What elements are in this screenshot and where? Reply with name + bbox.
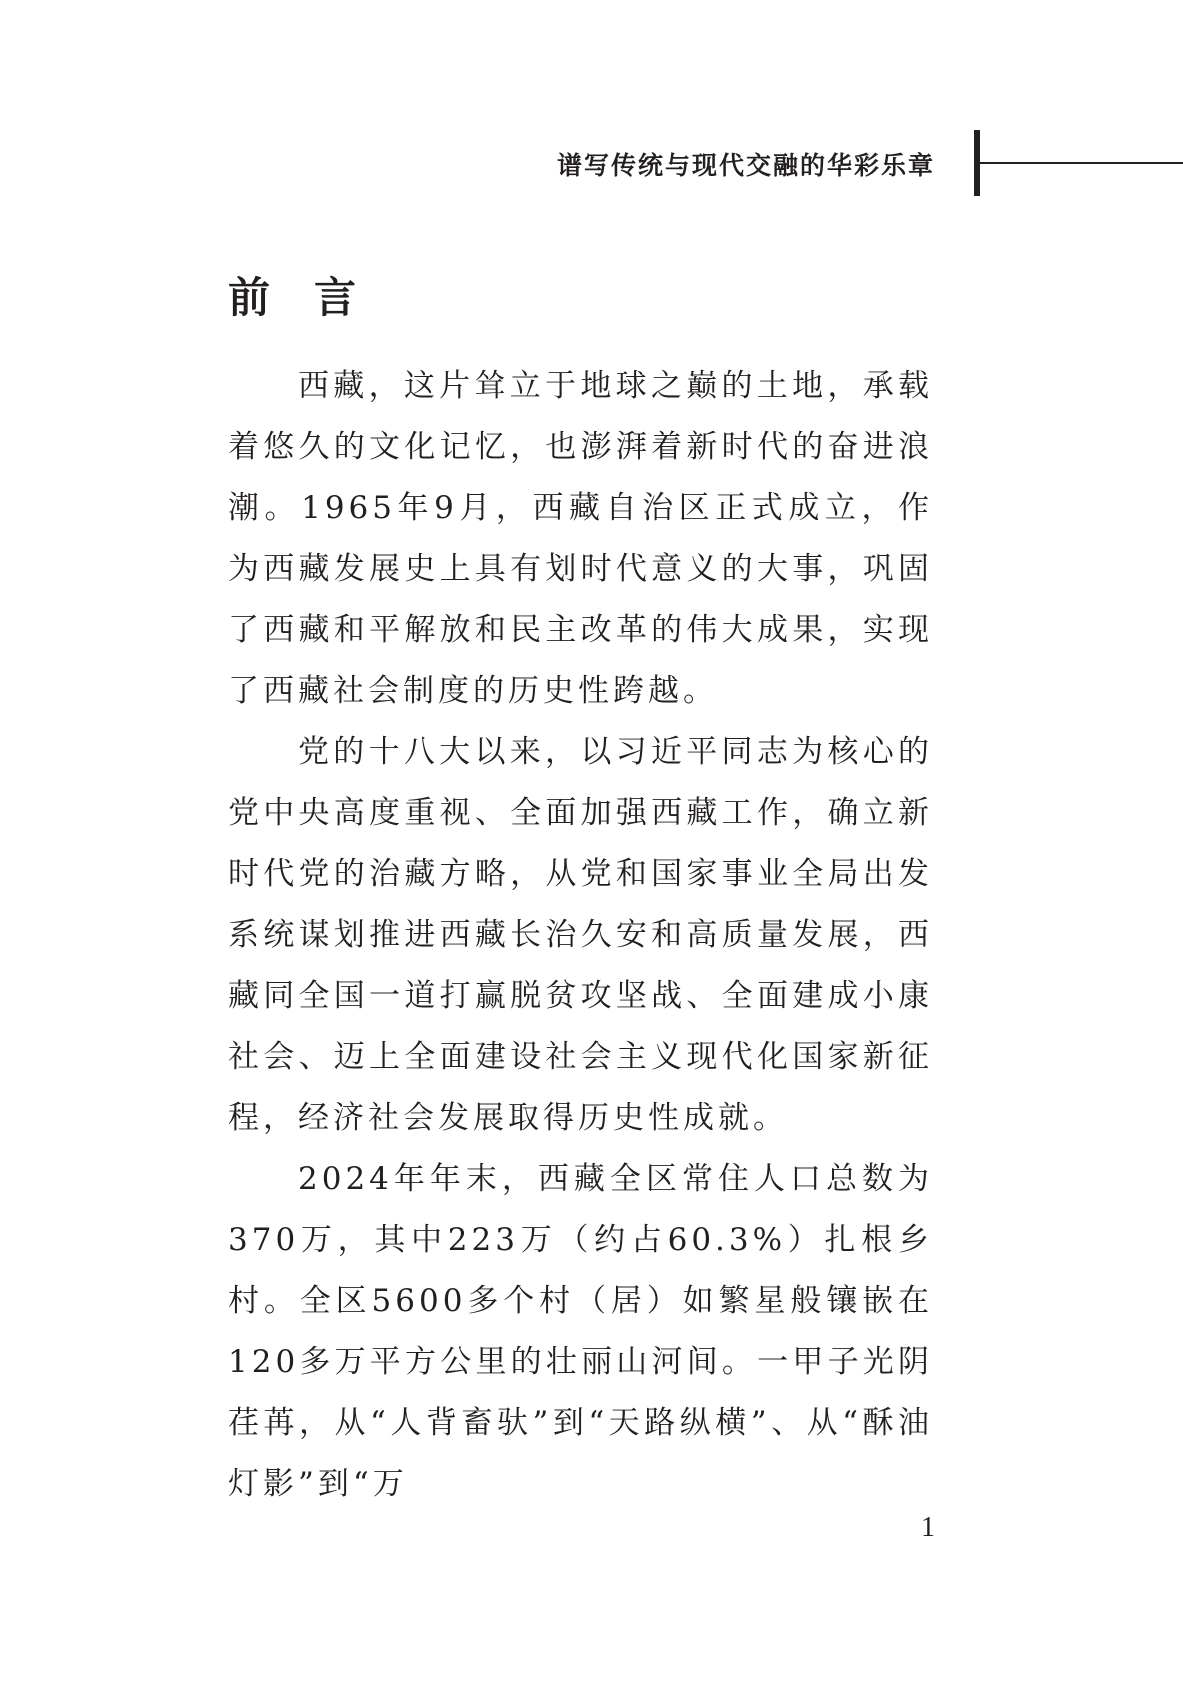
body-text <box>228 356 933 1515</box>
chapter-title: 前言 <box>228 273 401 323</box>
running-head-rule <box>980 162 1183 164</box>
running-head-title: 谱写传统与现代交融的华彩乐章 <box>556 151 935 180</box>
paragraph-3: 2024年年末，西藏全区常住人口总数为370万，其中223万（约占60.3%）扎根乡村。全区5600多个村（居）如繁星般镶嵌在120多万平方公里的壮丽山河间。一甲子光阴荏苒，从“人背畜驮”到“天路纵横”、从“酥油灯影”到“万 <box>228 1161 933 1502</box>
paragraph-2: 党的十八大以来，以习近平同志为核心的党中央高度重视、全面加强西藏工作，确立新时代党的治藏方略，从党和国家事业全局出发系统谋划推进西藏长治久安和高质量发展，西藏同全国一道打赢脱贫攻坚战、全面建成小康社会、迈上全面建设社会主义现代化国家新征程，经济社会发展取得历史性成就。 <box>228 734 933 1136</box>
page-number: 1 <box>921 1512 935 1543</box>
paragraph-1: 西藏，这片耸立于地球之巅的土地，承载着悠久的文化记忆，也澎湃着新时代的奋进浪潮。1965年9月，西藏自治区正式成立，作为西藏发展史上具有划时代意义的大事，巩固了西藏和平解放和民主改革的伟大成果，实现了西藏社会制度的历史性跨越。 <box>228 368 933 709</box>
